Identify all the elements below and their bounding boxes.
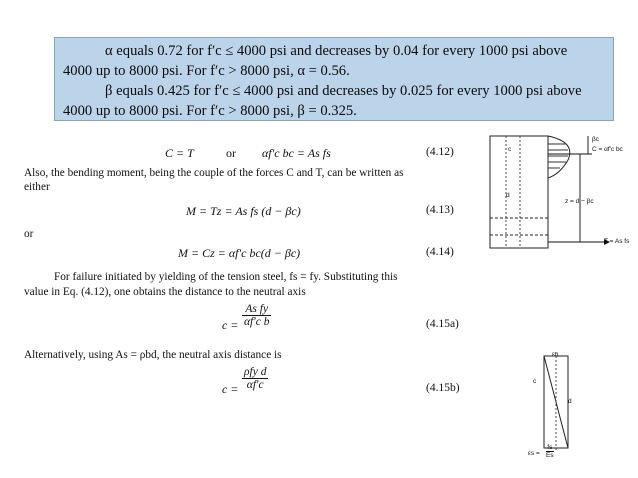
eq-4-15b-numerator: ρfy d xyxy=(244,366,267,378)
beam-section-outline xyxy=(490,136,548,248)
eq-4-12-left: C = T xyxy=(165,146,194,160)
eq-4-15a-numerator: As fy xyxy=(242,303,271,316)
label-Es: Es xyxy=(546,452,554,459)
paragraph-2-line-2: value in Eq. (4.12), one obtains the distance to the neutral axis xyxy=(24,286,306,298)
label-beta-c: βc xyxy=(592,136,599,143)
eq-4-15b-fraction xyxy=(242,366,268,391)
eq-4-15b-number: (4.15b) xyxy=(426,382,460,394)
eq-4-12-number: (4.12) xyxy=(426,146,454,158)
eq-4-12-or: or xyxy=(226,146,236,160)
label-epsilon-u: εu xyxy=(552,351,559,358)
label-d-bottom: d xyxy=(568,398,572,405)
eq-4-13: M = Tz = As fs (d − βc) xyxy=(186,204,301,218)
label-c-top: c xyxy=(508,146,512,153)
eq-4-14-number: (4.14) xyxy=(426,246,454,258)
eq-4-13-number: (4.13) xyxy=(426,204,454,216)
paragraph-3: Alternatively, using As = ρbd, the neutral axis distance is xyxy=(24,349,282,361)
label-d-top: d xyxy=(506,192,510,199)
eq-4-15b-lhs: c = xyxy=(222,382,239,396)
callout-line-3: β equals 0.425 for f′c ≤ 4000 psi and decreases by 0.025 for every 1000 psi above xyxy=(105,83,582,99)
label-C-force: C = αf′c bc xyxy=(592,146,623,153)
callout-line-2: 4000 up to 8000 psi. For f′c > 8000 psi, α = 0.56. xyxy=(63,63,350,79)
paragraph-1-line-2: either xyxy=(24,181,50,193)
stress-curve xyxy=(548,136,570,178)
paragraph-1-line-1: Also, the bending moment, being the couple of the forces C and T, can be written as xyxy=(24,167,404,179)
label-c-bottom: c xyxy=(533,378,537,385)
label-T-force: T = As fs xyxy=(604,238,630,245)
definition-callout xyxy=(54,37,614,121)
label-fs-over-es xyxy=(546,444,554,459)
callout-line-4: 4000 up to 8000 psi. For f′c > 8000 psi, β = 0.325. xyxy=(63,103,357,119)
eq-4-15b-denominator: αf′c xyxy=(246,379,264,391)
callout-line-1: α equals 0.72 for f′c ≤ 4000 psi and decreases by 0.04 for every 1000 psi above xyxy=(105,43,568,59)
label-z: z = d − βc xyxy=(565,198,594,205)
eq-4-12-right: αf′c bc = As fs xyxy=(262,146,331,160)
eq-4-15a-lhs: c = xyxy=(222,318,239,332)
label-fs: fs xyxy=(547,444,553,451)
eq-4-15a-number: (4.15a) xyxy=(426,318,459,330)
or-text: or xyxy=(24,228,34,240)
eq-4-14: M = Cz = αf′c bc(d − βc) xyxy=(178,246,301,260)
eq-4-15a-fraction xyxy=(242,303,271,328)
label-epsilon-s: εs = xyxy=(528,450,540,457)
paragraph-2-line-1: For failure initiated by yielding of the tension steel, fs = fy. Substituting this xyxy=(54,271,398,283)
strain-diagram-figure xyxy=(530,350,590,460)
eq-4-15a-denominator: αf′c b xyxy=(244,316,270,328)
